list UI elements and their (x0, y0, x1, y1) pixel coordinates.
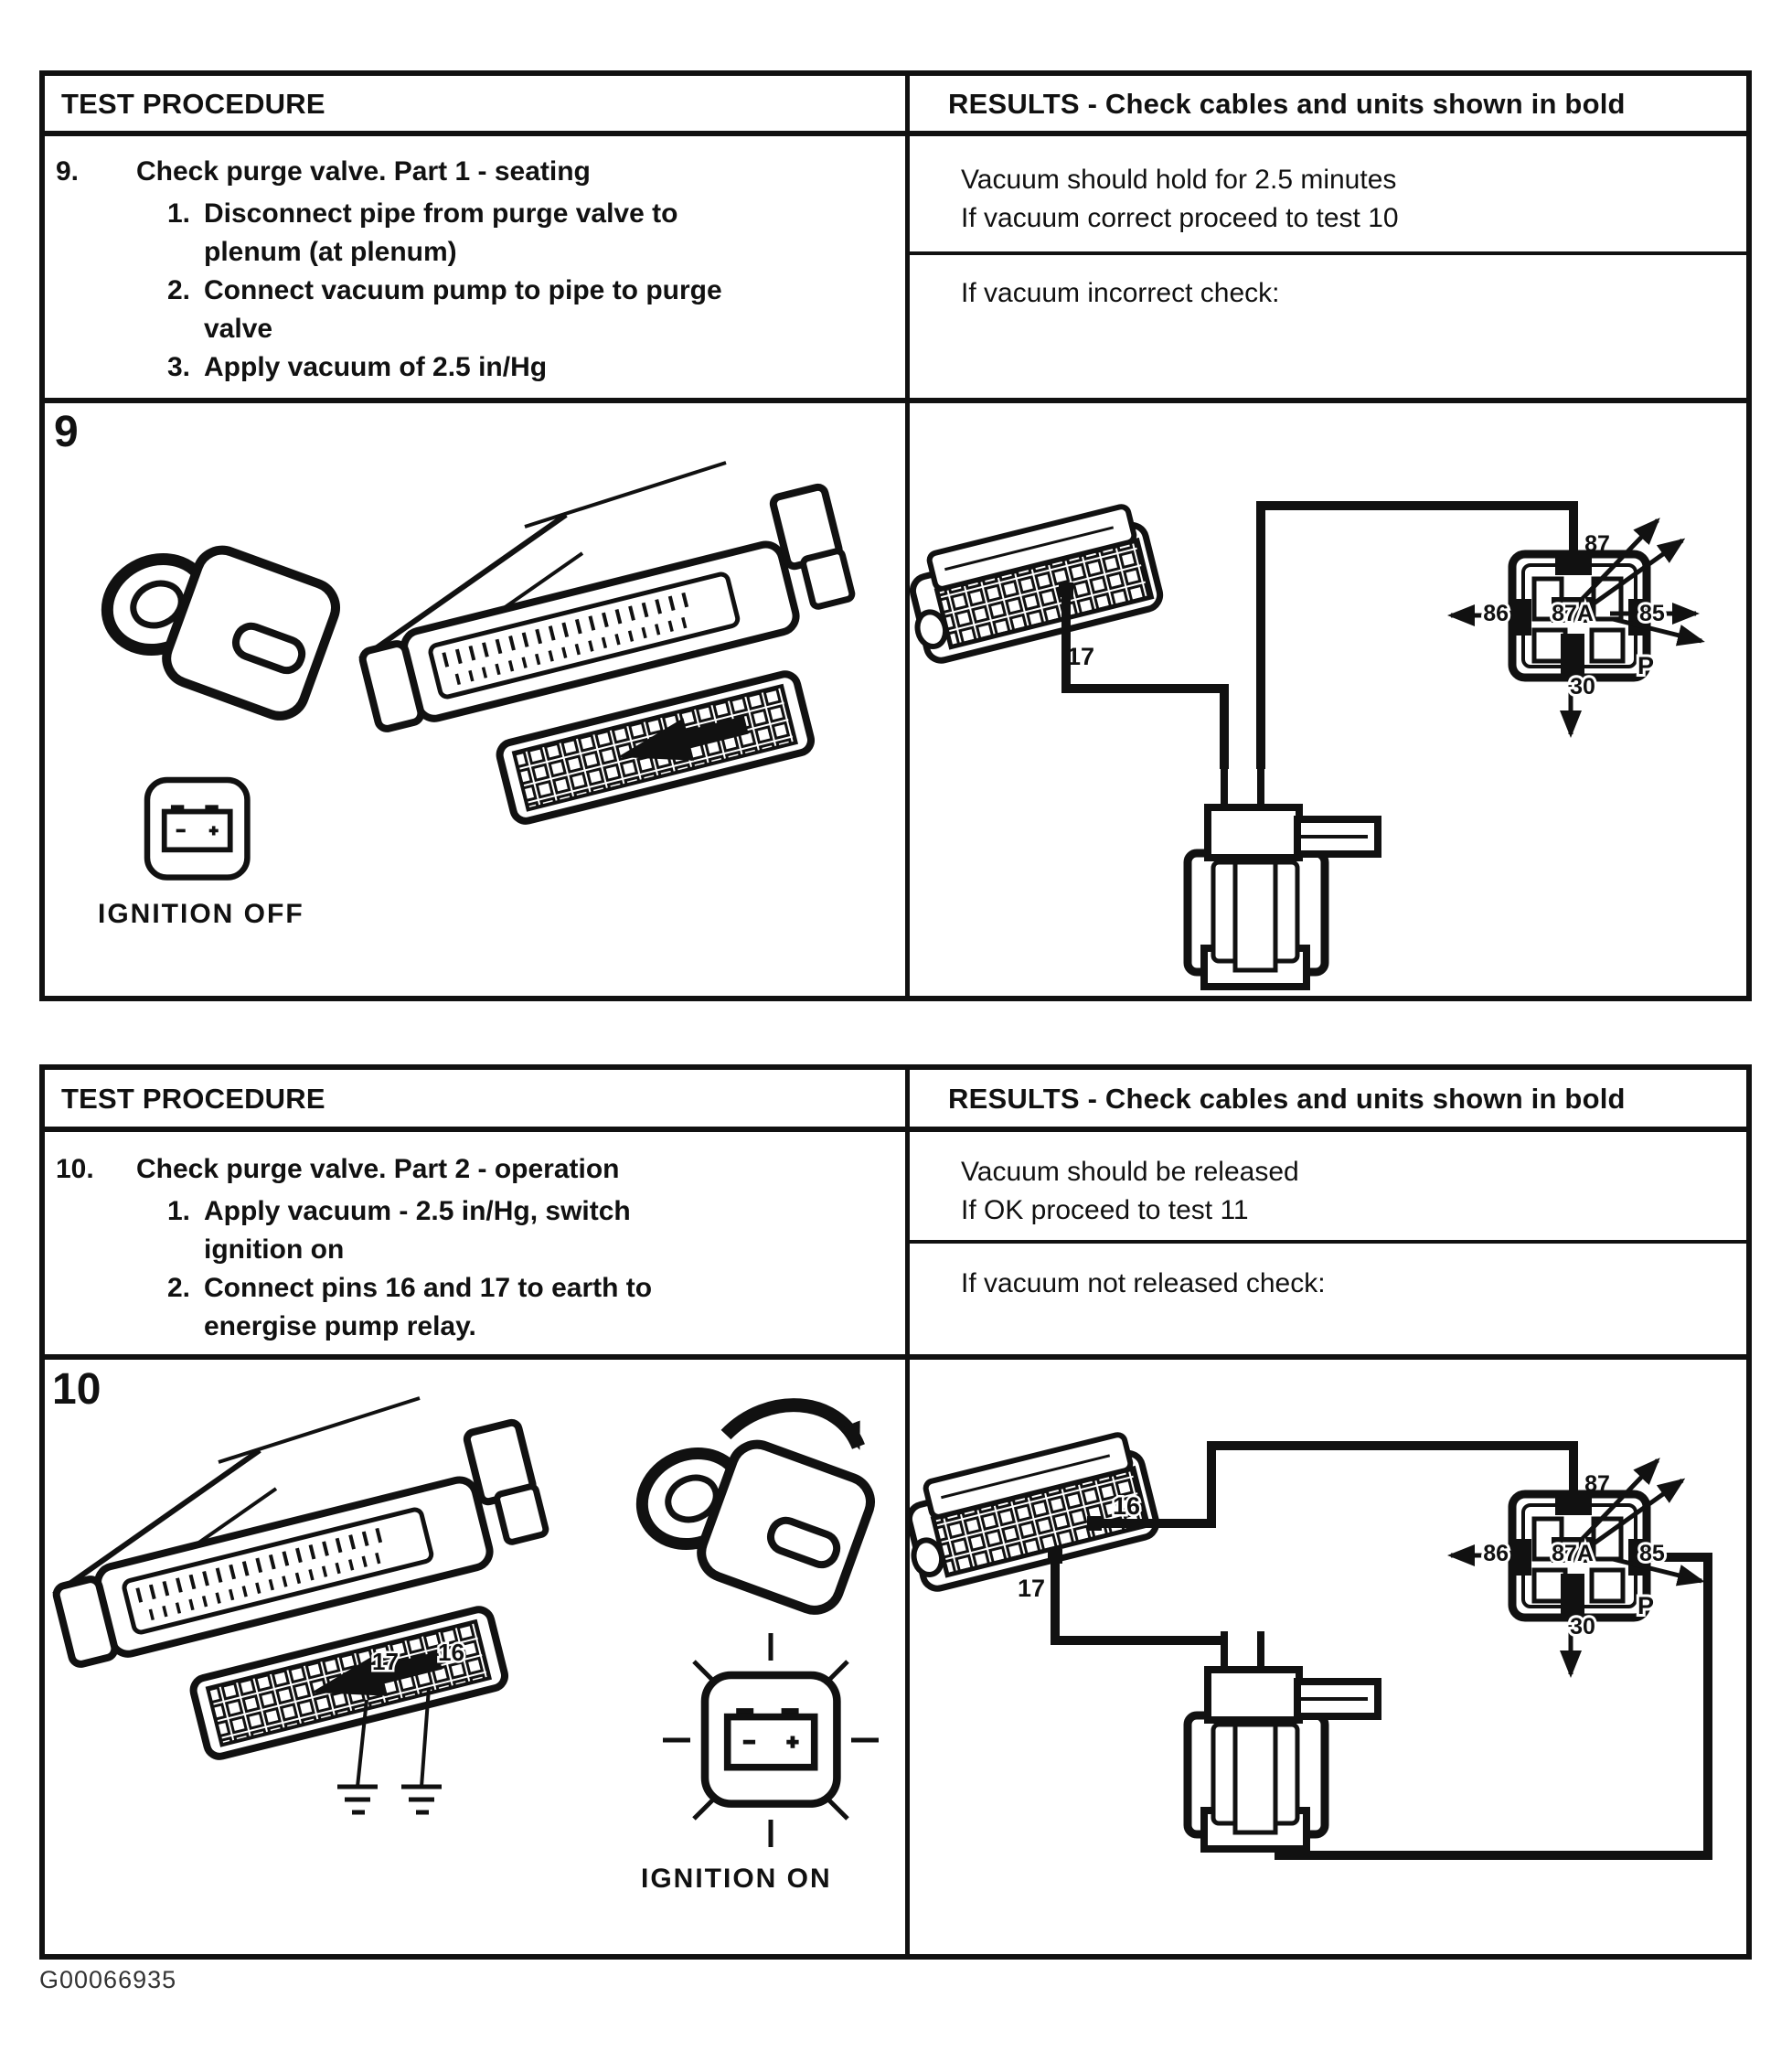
pin-17-label: 17 (1018, 1575, 1046, 1602)
figure-code: G00066935 (39, 1966, 177, 1993)
result-line: Vacuum should be released (961, 1157, 1299, 1187)
purge-valve-art (1188, 1631, 1378, 1849)
wire-pin17-to-valve (1055, 1556, 1224, 1640)
relay-pin-87A: 87A (1552, 601, 1594, 626)
relay-diagram (1451, 520, 1701, 734)
ground-symbol (337, 1787, 378, 1812)
ecu-pin-17-label: 17 (372, 1648, 399, 1675)
step-number: 1. (167, 1196, 191, 1226)
relay-case-P: P (1637, 652, 1655, 679)
panel-number: 9 (54, 408, 79, 456)
step-text: Connect vacuum pump to pipe to purge valve (204, 275, 722, 344)
test-title: Check purge valve. Part 2 - operation (136, 1154, 620, 1184)
pin-16-label: 16 (1113, 1492, 1141, 1520)
test-number: 10. (56, 1154, 94, 1184)
procedure-step (167, 272, 727, 348)
procedure-header: TEST PROCEDURE (61, 1083, 325, 1115)
ignition-state-label: IGNITION ON (641, 1864, 832, 1894)
pin-17-label: 17 (1067, 643, 1095, 670)
test-title: Check purge valve. Part 1 - seating (136, 156, 591, 187)
relay-pin-86: 86 (1483, 601, 1509, 626)
step-text: Apply vacuum of 2.5 in/Hg (204, 352, 548, 382)
panel10-procedure-art (45, 1357, 905, 1954)
result-line: If vacuum incorrect check: (961, 278, 1280, 308)
purge-valve-art (1188, 769, 1378, 987)
procedure-step (167, 348, 727, 387)
relay-pin-87: 87 (1584, 1471, 1610, 1497)
result-line: Vacuum should hold for 2.5 minutes (961, 165, 1397, 195)
wire-pin16-to-relay (1094, 1446, 1573, 1523)
ecu-pin-16-label: 16 (438, 1639, 464, 1666)
relay-pin-85: 85 (1639, 601, 1665, 626)
panel9-wiring-diagram (910, 403, 1746, 996)
ecu-connector-art (53, 1398, 547, 1759)
relay-diagram (1451, 1460, 1701, 1674)
relay-pin-30: 30 (1570, 674, 1595, 700)
result-line: If vacuum not released check: (961, 1268, 1326, 1298)
results-header: RESULTS - Check cables and units shown in bold (948, 88, 1626, 120)
battery-icon (705, 1675, 837, 1804)
panel-number: 10 (52, 1365, 101, 1414)
relay-pin-87A: 87A (1552, 1541, 1594, 1566)
header-divider (45, 131, 1746, 136)
step-number: 2. (167, 1273, 191, 1303)
panel10-wiring-diagram (910, 1357, 1746, 1954)
test-number: 9. (56, 156, 80, 187)
step-text: Connect pins 16 and 17 to earth to energise pump relay. (204, 1273, 653, 1341)
test-table-9 (39, 70, 1752, 1001)
ignition-key-icon (92, 543, 343, 723)
test-table-10 (39, 1064, 1752, 1960)
ground-symbol (401, 1787, 442, 1812)
step-number: 1. (167, 198, 191, 229)
header-divider (45, 1127, 1746, 1132)
result-line: If OK proceed to test 11 (961, 1195, 1249, 1225)
relay-pin-87: 87 (1584, 531, 1610, 557)
ignition-key-icon (627, 1437, 878, 1618)
results-header: RESULTS - Check cables and units shown in bold (948, 1083, 1626, 1115)
procedure-step (167, 1192, 727, 1269)
procedure-step (167, 1269, 727, 1346)
step-number: 3. (167, 352, 191, 382)
relay-pin-86: 86 (1483, 1541, 1509, 1566)
panel9-procedure-art (45, 403, 905, 996)
ecu-connector-art (359, 463, 853, 824)
results-sub-divider (910, 1240, 1746, 1244)
relay-case-P: P (1637, 1592, 1655, 1619)
step-text: Apply vacuum - 2.5 in/Hg, switch ignition on (204, 1196, 631, 1265)
relay-pin-85: 85 (1639, 1541, 1665, 1566)
result-line: If vacuum correct proceed to test 10 (961, 203, 1399, 233)
key-turn-arrow (726, 1405, 859, 1447)
ignition-state-label: IGNITION OFF (98, 899, 304, 929)
procedure-step (167, 195, 727, 272)
relay-pin-30: 30 (1570, 1614, 1595, 1640)
battery-icon (147, 780, 247, 878)
results-sub-divider (910, 251, 1746, 255)
harness-connector-art (901, 503, 1163, 665)
step-text: Disconnect pipe from purge valve to plenum (at plenum) (204, 198, 678, 267)
procedure-header: TEST PROCEDURE (61, 88, 325, 120)
step-number: 2. (167, 275, 191, 305)
